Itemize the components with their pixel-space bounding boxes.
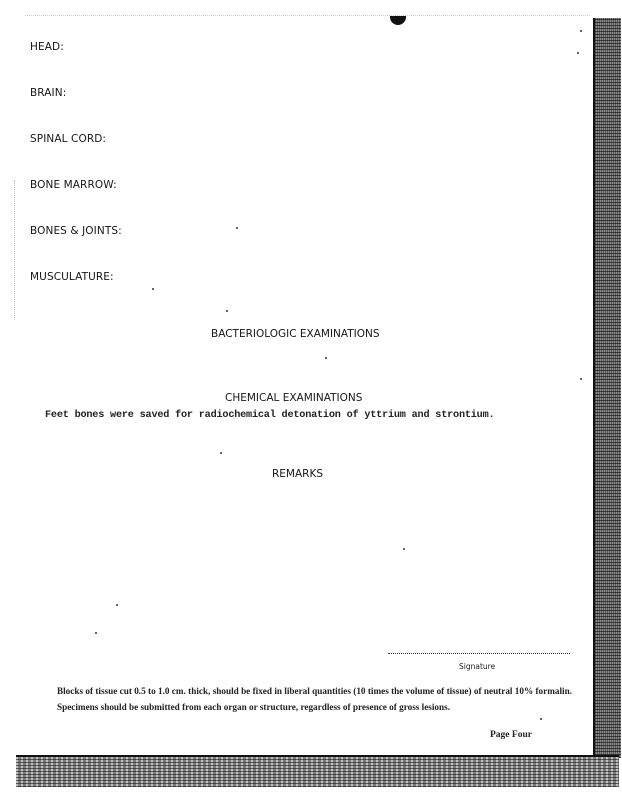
scan-speck <box>580 30 582 32</box>
scan-speck <box>325 357 327 359</box>
field-label-bones-joints: BONES & JOINTS: <box>30 225 122 237</box>
section-title-chemical: CHEMICAL EXAMINATIONS <box>225 392 363 404</box>
punch-hole-mark <box>390 16 406 25</box>
scan-speck <box>95 632 97 634</box>
scan-left-margin <box>14 180 15 320</box>
scan-speck <box>540 718 542 720</box>
fixation-instructions: Blocks of tissue cut 0.5 to 1.0 cm. thick, should be fixed in liberal quantities (10 times the volume of tissue) of neutral 10% formalin. Specimens should be submitted from each organ or structure, regardless of presence of gross lesions. <box>57 686 572 712</box>
scan-speck <box>580 378 582 380</box>
scan-speck <box>577 52 579 54</box>
page-number: Page Four <box>490 730 532 740</box>
scan-right-border <box>593 18 621 758</box>
signature-line <box>388 653 570 654</box>
scan-speck <box>220 452 222 454</box>
field-label-spinal-cord: SPINAL CORD: <box>30 133 107 145</box>
scan-speck <box>236 227 238 229</box>
scan-speck <box>226 310 228 312</box>
scan-speck <box>116 604 118 606</box>
section-title-bacteriologic: BACTERIOLOGIC EXAMINATIONS <box>211 328 380 340</box>
field-label-bone-marrow: BONE MARROW: <box>30 179 117 191</box>
chemical-examinations-text: Feet bones were saved for radiochemical detonation of yttrium and strontium. <box>45 410 495 421</box>
scan-top-edge <box>25 15 590 16</box>
field-label-musculature: MUSCULATURE: <box>30 271 114 283</box>
scan-speck <box>152 288 154 290</box>
scan-bottom-border <box>16 755 619 787</box>
field-label-brain: BRAIN: <box>30 87 67 99</box>
scan-speck <box>403 548 405 550</box>
field-label-head: HEAD: <box>30 41 64 53</box>
section-title-remarks: REMARKS <box>272 468 324 480</box>
signature-label: Signature <box>459 662 496 671</box>
